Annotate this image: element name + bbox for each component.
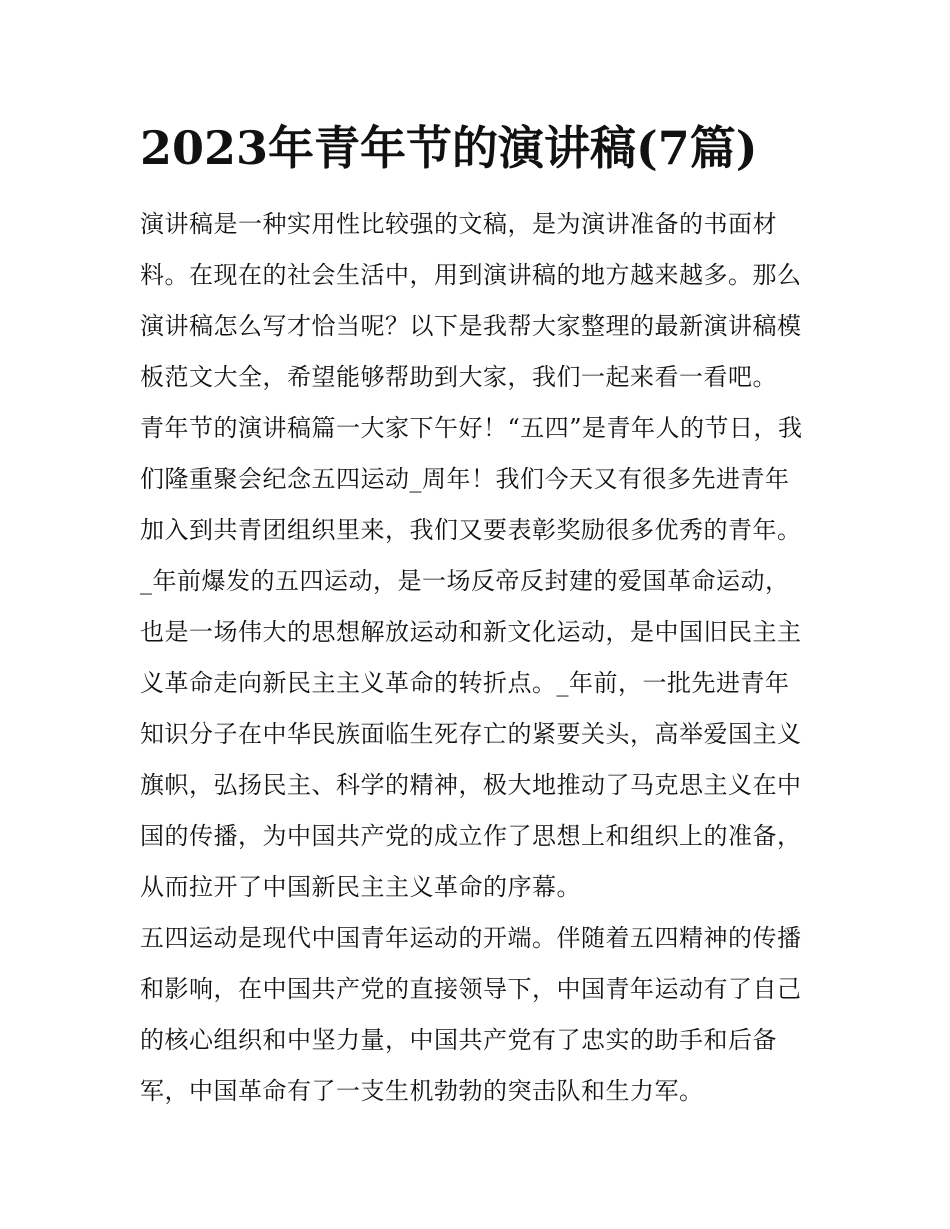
body-line: 从而拉开了中国新民主主义革命的序幕。: [140, 873, 581, 901]
body-line: 知识分子在中华民族面临生死存亡的紧要关头，高举爱国主义: [140, 720, 802, 748]
body-line: 青年节的演讲稿篇一大家下午好！“五四”是青年人的节日，我: [140, 414, 803, 442]
body-line: 和影响，在中国共产党的直接领导下，中国青年运动有了自己: [140, 975, 802, 1003]
body-line: 五四运动是现代中国青年运动的开端。伴随着五四精神的传播: [140, 924, 802, 952]
body-line: 板范文大全，希望能够帮助到大家，我们一起来看一看吧。: [140, 363, 777, 391]
body-line: 演讲稿怎么写才恰当呢？以下是我帮大家整理的最新演讲稿模: [140, 312, 802, 340]
document-title: 2023年青年节的演讲稿(7篇): [140, 121, 758, 175]
body-line: 也是一场伟大的思想解放运动和新文化运动，是中国旧民主主: [140, 618, 802, 646]
body-line: 加入到共青团组织里来，我们又要表彰奖励很多优秀的青年。: [140, 516, 802, 544]
body-line: 们隆重聚会纪念五四运动_周年！我们今天又有很多先进青年: [140, 465, 790, 493]
body-line: 国的传播，为中国共产党的成立作了思想上和组织上的准备，: [140, 822, 802, 850]
body-line: 军，中国革命有了一支生机勃勃的突击队和生力军。: [140, 1077, 704, 1105]
body-line: 料。在现在的社会生活中，用到演讲稿的地方越来越多。那么: [140, 261, 802, 289]
body-line: 义革命走向新民主主义革命的转折点。_年前，一批先进青年: [140, 669, 790, 697]
body-line: 的核心组织和中坚力量，中国共产党有了忠实的助手和后备: [140, 1026, 777, 1054]
body-line: 演讲稿是一种实用性比较强的文稿，是为演讲准备的书面材: [140, 210, 777, 238]
body-line: _年前爆发的五四运动，是一场反帝反封建的爱国革命运动，: [140, 567, 790, 595]
document-body: [140, 203, 816, 1121]
body-line: 旗帜，弘扬民主、科学的精神，极大地推动了马克思主义在中: [140, 771, 802, 799]
